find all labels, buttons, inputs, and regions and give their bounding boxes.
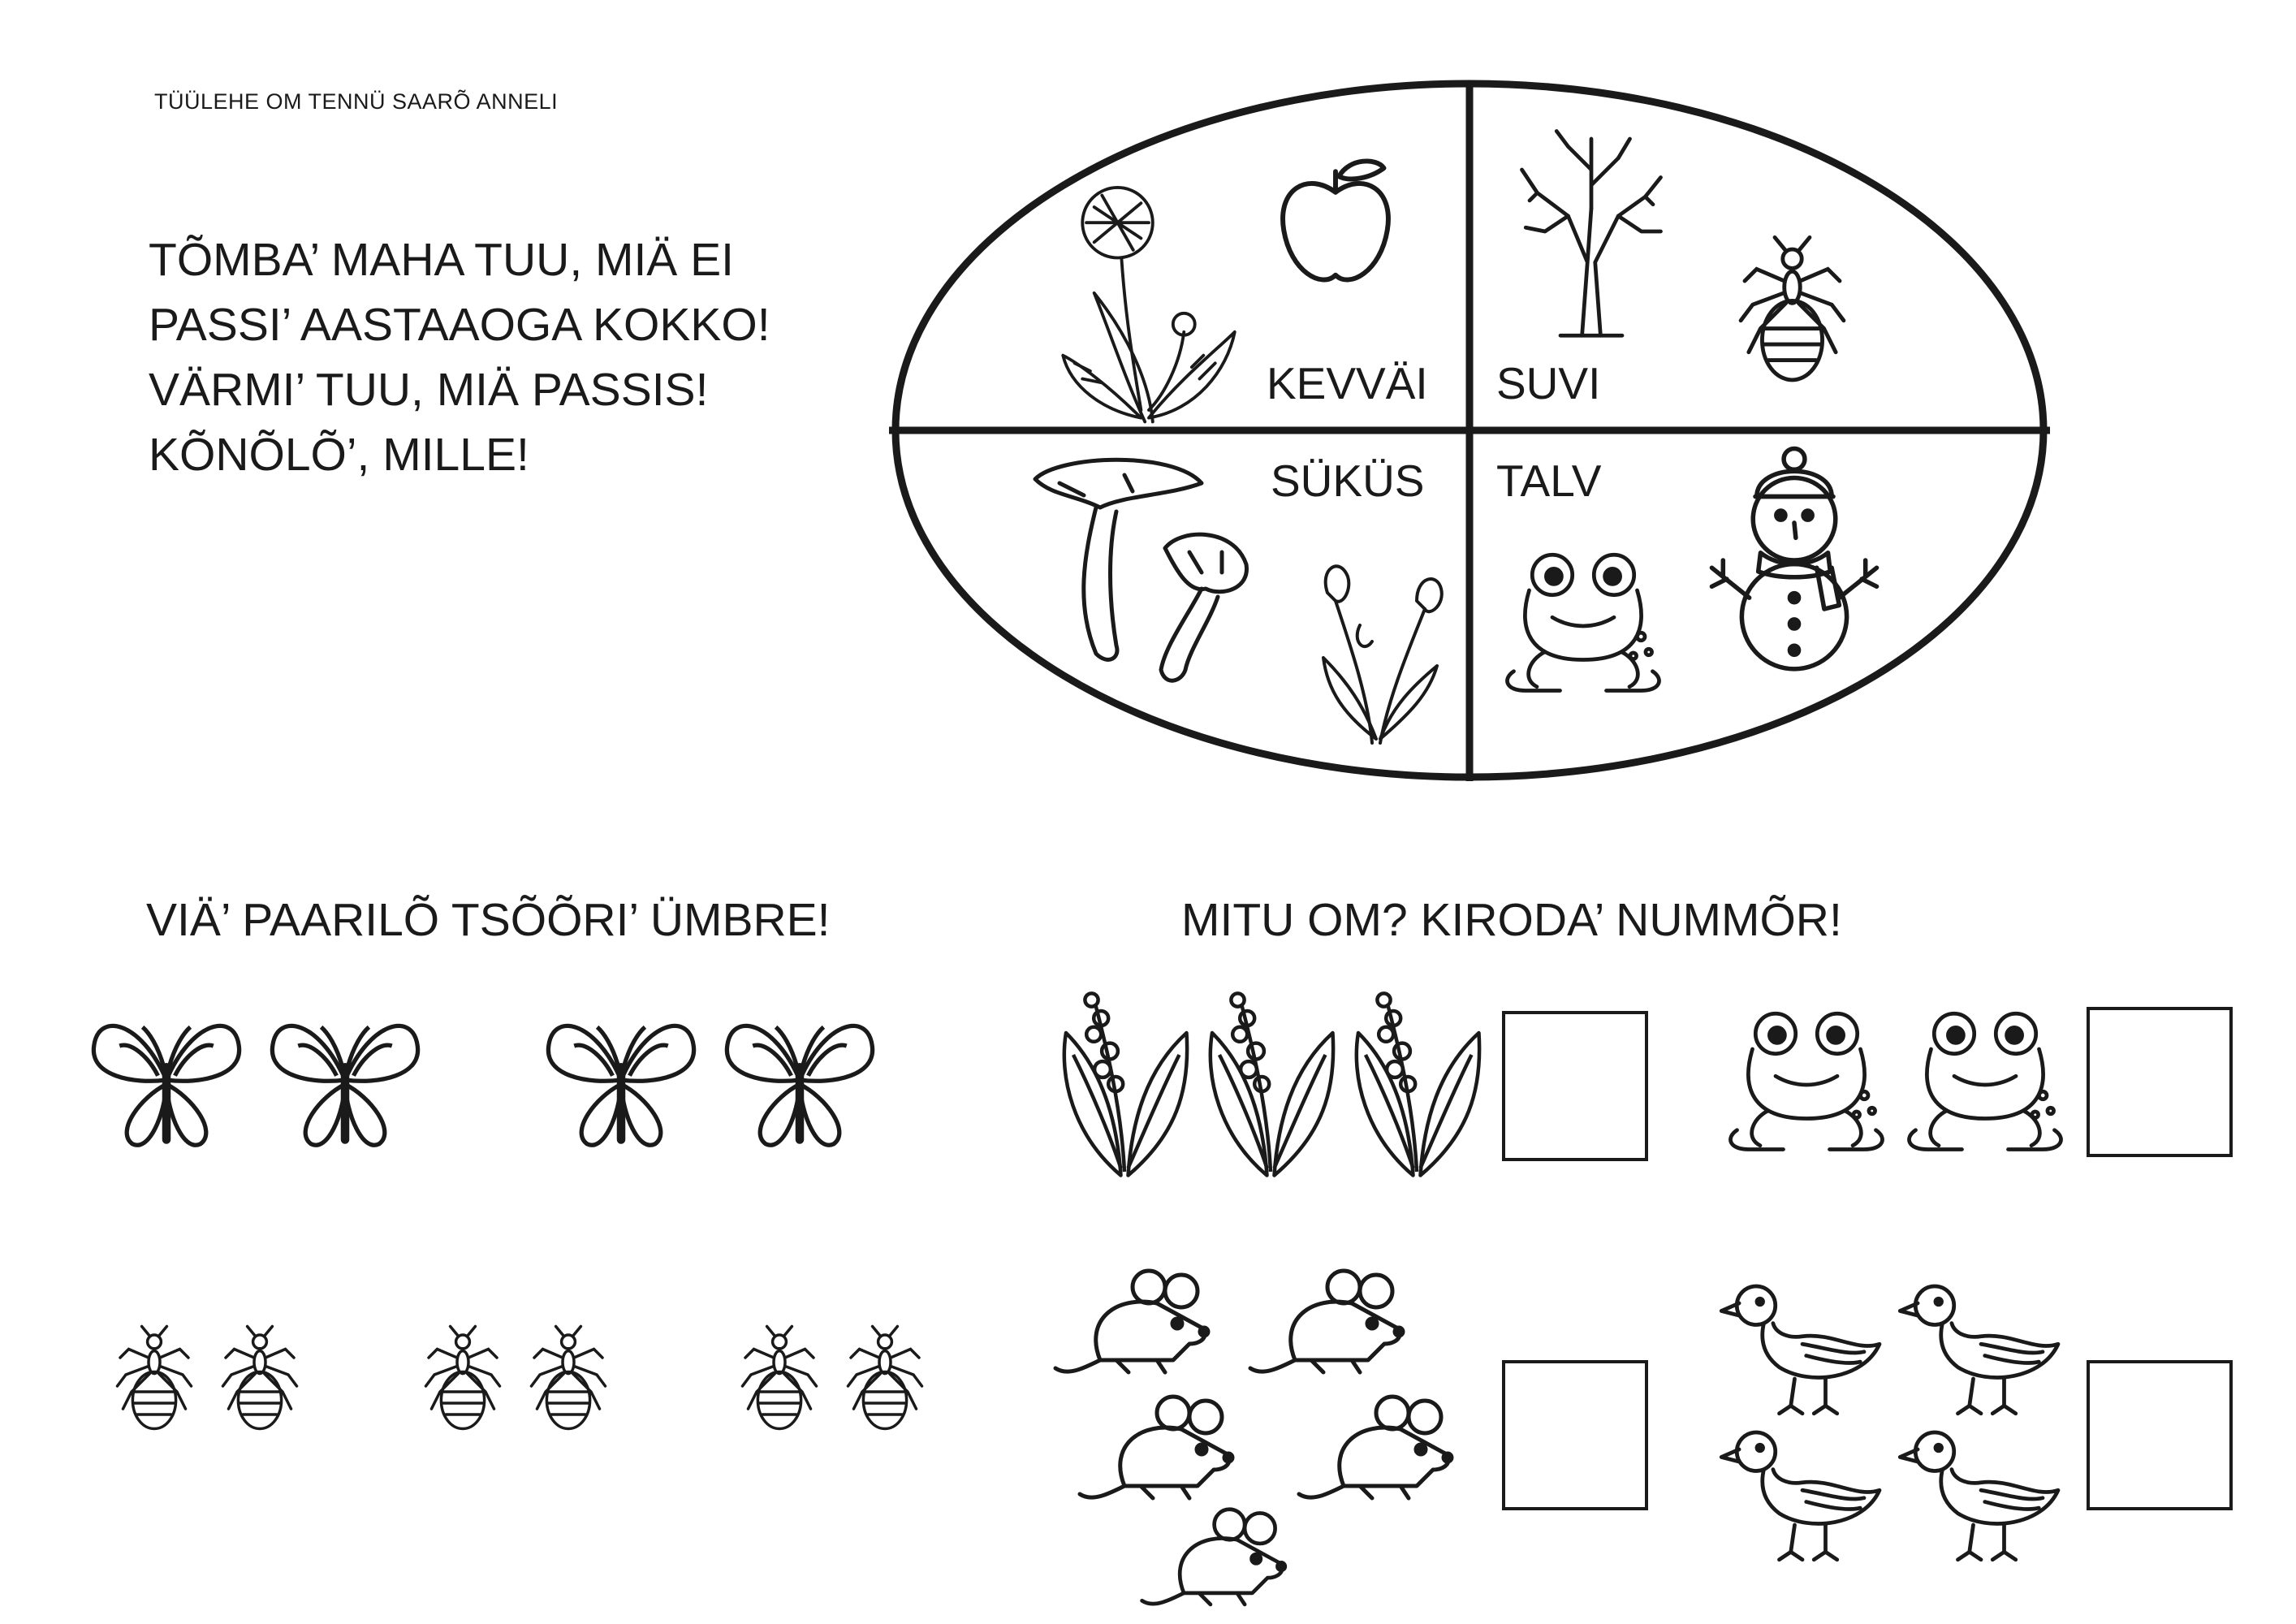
duck-icon (1713, 1417, 1892, 1571)
answer-box-frogs[interactable] (2087, 1007, 2233, 1157)
instruction-line-1: TÕMBA’ MAHA TUU, MIÄ EI (149, 234, 735, 286)
author-credit: TÜÜLEHE OM TENNÜ SAARÕ ANNELI (154, 89, 559, 114)
bare-tree-icon (1514, 122, 1668, 341)
ant-icon (511, 1299, 625, 1462)
ant-icon (1713, 219, 1871, 406)
snowdrop-icon (1295, 552, 1457, 747)
frog-icon (1900, 1003, 2070, 1157)
ant-icon (723, 1299, 836, 1462)
ant-icon (97, 1299, 211, 1462)
apple-icon (1267, 154, 1405, 292)
mouse-icon (1076, 1380, 1254, 1510)
dandelion-icon (1047, 175, 1250, 443)
duck-icon (1892, 1417, 2070, 1571)
lily-of-the-valley-icon (1198, 983, 1344, 1186)
duck-icon (1892, 1271, 2070, 1425)
instructions (149, 227, 770, 487)
butterfly-icon (536, 995, 706, 1165)
mouse-icon (1295, 1380, 1474, 1510)
count-task-heading: MITU OM? KIRODA’ NUMMÕR! (1181, 894, 1842, 946)
mouse-icon (1133, 1494, 1311, 1616)
butterfly-icon (260, 995, 430, 1165)
instruction-line-2: PASSI’ AASTAAOGA KOKKO! (149, 299, 770, 351)
ant-icon (406, 1299, 520, 1462)
pairs-task-heading: VIÄ’ PAARILÕ TSÕÕRI’ ÜMBRE! (146, 894, 831, 946)
frog-icon (1721, 1003, 1892, 1157)
frog-icon (1494, 544, 1672, 698)
ant-icon (203, 1299, 317, 1462)
season-label-winter: TALV (1496, 456, 1602, 506)
instruction-line-4: KÕNÕLÕ’, MILLE! (149, 429, 529, 481)
lily-of-the-valley-icon (1344, 983, 1490, 1186)
snowman-icon (1697, 438, 1892, 682)
duck-icon (1713, 1271, 1892, 1425)
mouse-icon (1246, 1255, 1425, 1384)
ant-icon (828, 1299, 942, 1462)
lily-of-the-valley-icon (1051, 983, 1198, 1186)
answer-box-mice[interactable] (1502, 1360, 1648, 1510)
season-label-spring: KEVVÄI (1267, 358, 1428, 408)
chanterelle-mushroom-icon (1027, 451, 1271, 694)
mouse-icon (1051, 1255, 1230, 1384)
answer-box-lilies[interactable] (1502, 1011, 1648, 1161)
butterfly-icon (81, 995, 252, 1165)
season-label-autumn: SÜKÜS (1271, 456, 1425, 506)
instruction-line-3: VÄRMI’ TUU, MIÄ PASSIS! (149, 364, 709, 416)
season-label-summer: SUVI (1496, 358, 1601, 408)
butterfly-icon (714, 995, 885, 1165)
answer-box-ducks[interactable] (2087, 1360, 2233, 1510)
